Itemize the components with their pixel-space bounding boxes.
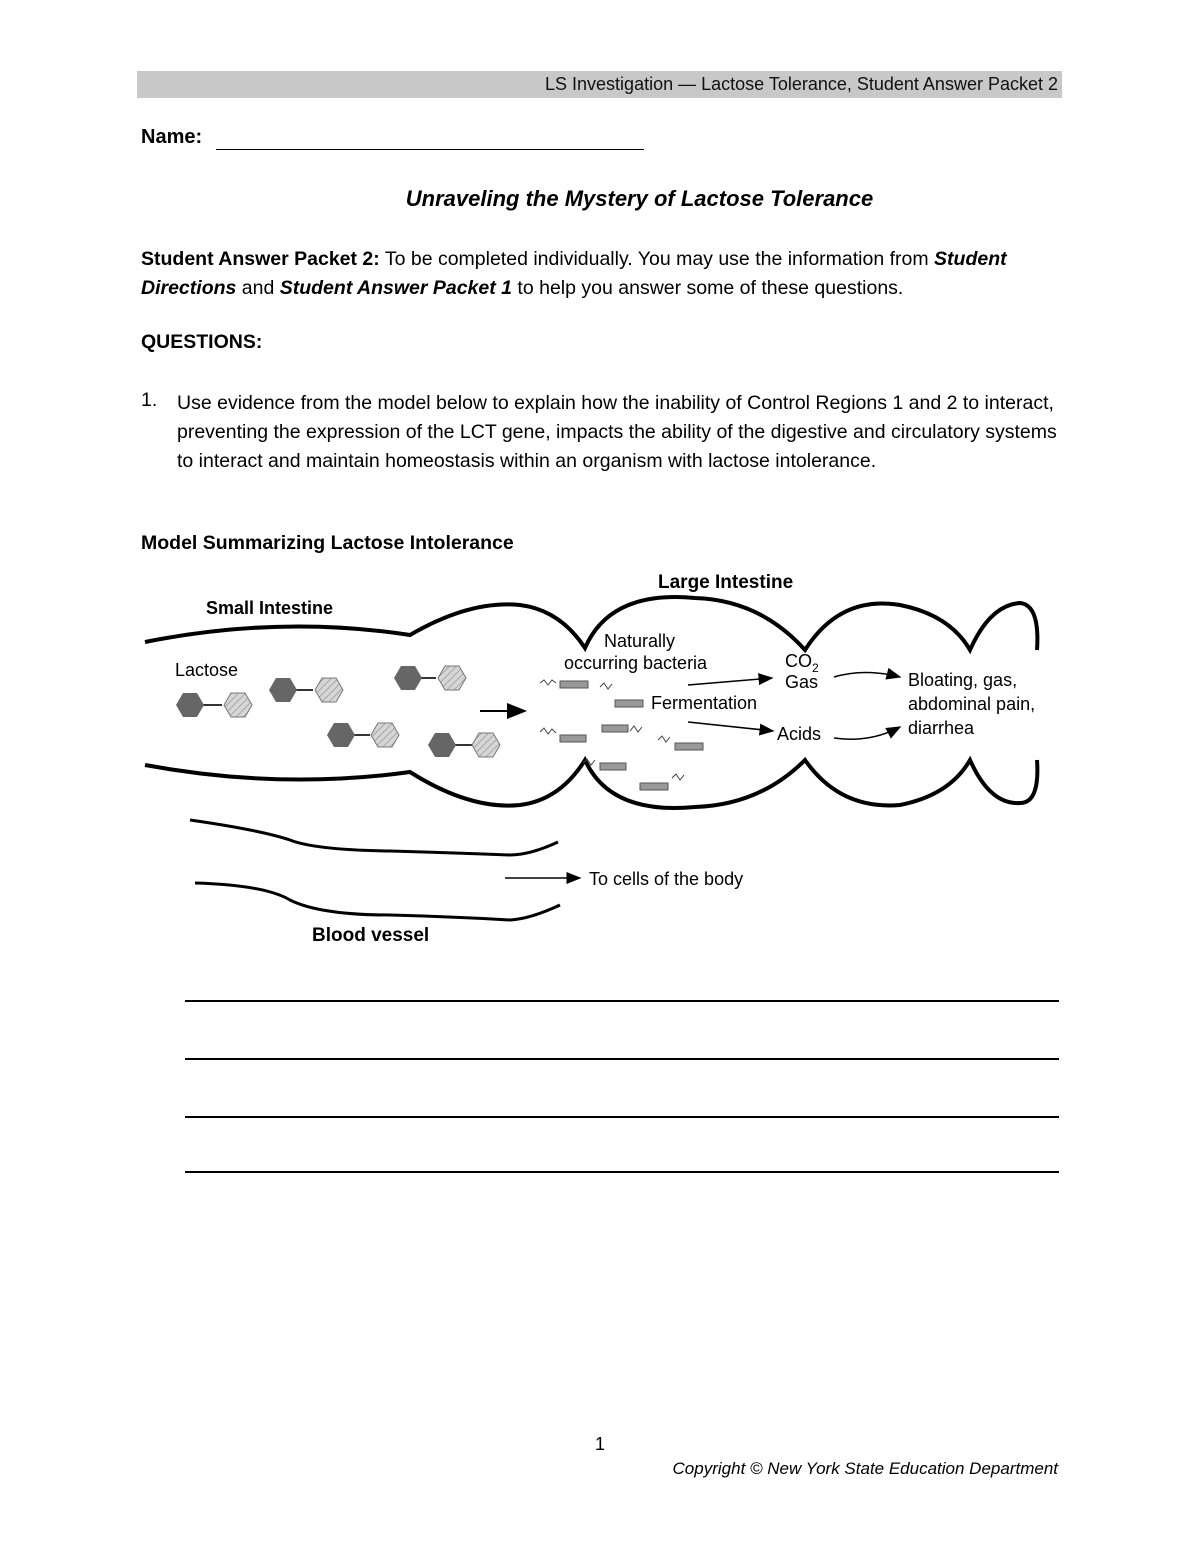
lactose-molecule [327, 723, 399, 747]
header-bar [137, 71, 1062, 98]
occurring-bacteria-label: occurring bacteria [564, 653, 708, 673]
co2-text: CO [785, 651, 812, 671]
lactose-molecule [394, 666, 466, 690]
lactose-intolerance-diagram [140, 565, 1060, 955]
intro-lead: Student Answer Packet 2: [141, 248, 380, 270]
fermentation-label: Fermentation [651, 693, 758, 713]
intestine-lower-wall [145, 760, 1037, 808]
answer-line[interactable] [185, 1058, 1059, 1060]
answer-line[interactable] [185, 1116, 1059, 1118]
effects-line-2: abdominal pain, [908, 694, 1036, 714]
intro-ref-packet1: Student Answer Packet 1 [279, 277, 513, 299]
model-heading: Model Summarizing Lactose Intolerance [141, 532, 514, 554]
small-intestine-label: Small Intestine [206, 598, 334, 618]
blood-vessel-lower [195, 883, 560, 920]
acids-label: Acids [777, 724, 822, 744]
lactose-label: Lactose [175, 660, 239, 680]
question-1-text: Use evidence from the model below to explain how the inability of Control Regions 1 and 2 to interact, preventing the expression of the LCT gene, impacts the ability of the digestive and circulatory systems to interact and maintain homeostasis within an organism with lactose intolerance. [177, 392, 1057, 472]
answer-line[interactable] [185, 1000, 1059, 1002]
intro-and: and [236, 277, 280, 299]
answer-line[interactable] [185, 1171, 1059, 1173]
intro-text-2: to help you answer some of these questions. [512, 277, 904, 299]
effects-line-1: Bloating, gas, [908, 670, 1018, 690]
name-blank[interactable] [216, 149, 644, 150]
question-1-number: 1. [141, 389, 158, 411]
blood-vessel-label: Blood vessel [312, 925, 430, 946]
co2-subscript: 2 [812, 661, 819, 675]
intro-ref-directions: Student Directions [141, 248, 1007, 299]
to-cells-label: To cells of the body [589, 869, 744, 889]
lactose-molecule [269, 678, 343, 702]
gas-effects-arrow [834, 673, 900, 678]
lactose-molecule [428, 733, 500, 757]
acids-arrow [688, 722, 773, 731]
header-text: LS Investigation — Lactose Tolerance, Student Answer Packet 2 [545, 74, 1058, 94]
page-number: 1 [594, 1434, 605, 1454]
co2-arrow [688, 678, 772, 685]
copyright: Copyright © New York State Education Department [672, 1459, 1058, 1478]
naturally-label: Naturally [604, 631, 676, 651]
effects-line-3: diarrhea [908, 718, 975, 738]
acids-effects-arrow [834, 727, 900, 739]
gas-label: Gas [785, 672, 819, 692]
page-title: Unraveling the Mystery of Lactose Tolerance [405, 186, 874, 211]
intro-text-1: To be completed individually. You may use the information from [379, 248, 935, 270]
name-label: Name: [141, 126, 203, 148]
blood-vessel-upper [190, 820, 558, 855]
lactose-molecule [176, 693, 252, 717]
large-intestine-label: Large Intestine [658, 572, 794, 593]
intro-paragraph [141, 245, 1071, 303]
questions-heading: QUESTIONS: [141, 331, 263, 353]
